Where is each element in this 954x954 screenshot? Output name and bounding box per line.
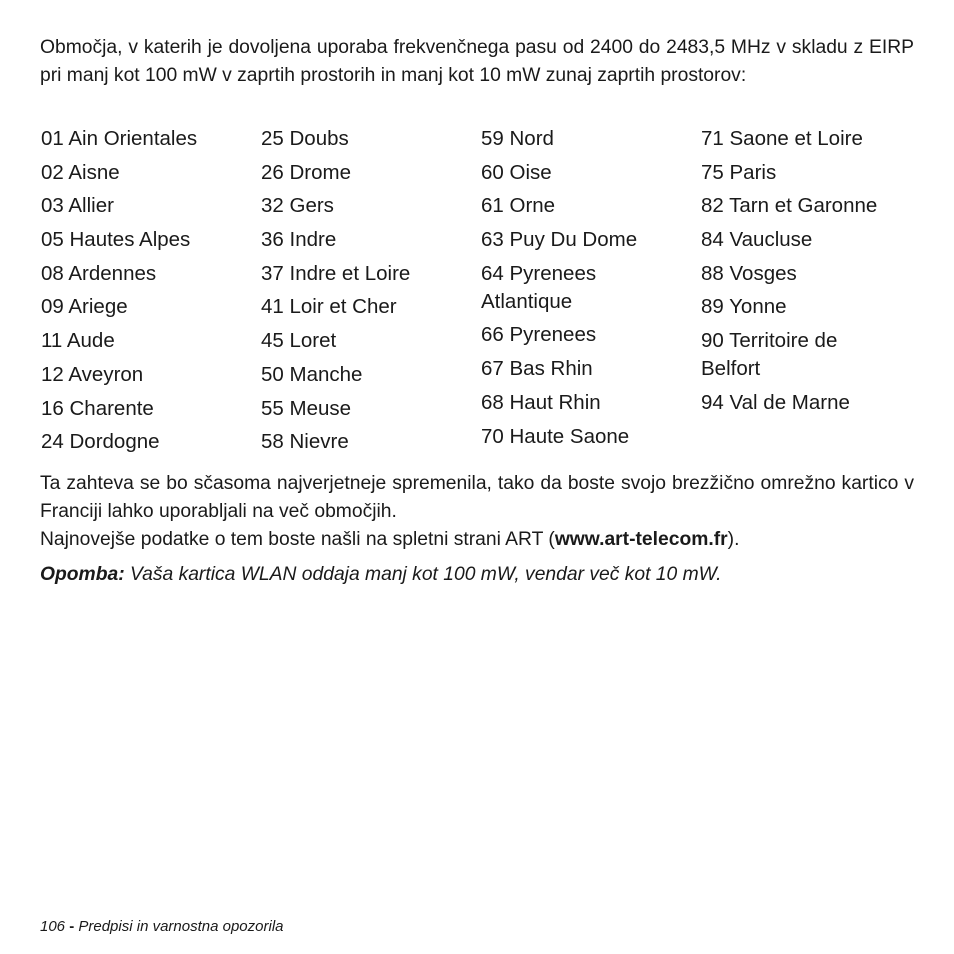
region-item: 32 Gers xyxy=(261,194,334,218)
region-item: 01 Ain Orientales xyxy=(41,127,198,150)
region-list xyxy=(41,125,921,462)
region-item: 89 Yonne xyxy=(701,295,787,319)
region-item: 88 Vosges xyxy=(701,261,797,285)
region-item: 68 Haut Rhin xyxy=(481,390,601,414)
region-item: 66 Pyrenees xyxy=(481,323,597,347)
region-item: 05 Hautes Alpes xyxy=(41,228,191,252)
note-text: Vaša kartica WLAN oddaja manj kot 100 mW, vendar več kot 10 mW. xyxy=(124,564,722,585)
page-footer xyxy=(40,917,284,937)
region-item: 24 Dordogne xyxy=(41,430,160,454)
region-item: 09 Ariege xyxy=(41,295,128,319)
region-column-3 xyxy=(481,125,701,462)
region-item: 12 Aveyron xyxy=(41,362,144,386)
region-item: 08 Ardennes xyxy=(41,261,157,285)
region-item: 82 Tarn et Garonne xyxy=(701,194,878,218)
region-item: 25 Doubs xyxy=(261,127,349,150)
intro-paragraph: Območja, v katerih je dovoljena uporaba frekvenčnega pasu od 2400 do 2483,5 MHz v skladu z EIRP pri manj kot 100 mW v zaprtih prostorih in manj kot 10 mW zunaj zaprtih prostorov: xyxy=(40,37,914,86)
footer-section-title: Predpisi in varnostna opozorila xyxy=(78,918,284,935)
region-item: 59 Nord xyxy=(481,127,554,150)
region-item: 16 Charente xyxy=(41,396,154,420)
region-item: 71 Saone et Loire xyxy=(701,127,863,150)
region-item: 67 Bas Rhin xyxy=(481,357,593,381)
region-item: 94 Val de Marne xyxy=(701,390,850,414)
region-item: 55 Meuse xyxy=(261,396,352,420)
art-telecom-link[interactable]: www.art-telecom.fr xyxy=(554,529,728,550)
note-label: Opomba: xyxy=(40,564,125,585)
region-item: 84 Vaucluse xyxy=(701,228,813,252)
region-column-1 xyxy=(41,125,261,462)
newest-prefix: Najnovejše podatke o tem boste našli na spletni strani ART ( xyxy=(40,529,555,550)
region-column-4 xyxy=(701,125,921,462)
page-number: 106 xyxy=(40,918,66,935)
region-item: 60 Oise xyxy=(481,160,552,184)
region-item: 90 Territoire de Belfort xyxy=(701,329,838,381)
region-item: 58 Nievre xyxy=(261,430,349,454)
region-item: 03 Allier xyxy=(41,194,114,218)
region-item: 50 Manche xyxy=(261,362,363,386)
region-column-2 xyxy=(261,125,481,462)
region-item: 70 Haute Saone xyxy=(481,424,630,448)
newest-info-paragraph xyxy=(40,526,739,554)
region-item: 36 Indre xyxy=(261,228,337,252)
region-item: 75 Paris xyxy=(701,160,777,184)
region-item: 63 Puy Du Dome xyxy=(481,228,638,252)
region-item: 37 Indre et Loire xyxy=(261,261,411,285)
newest-suffix: ). xyxy=(727,529,740,550)
region-item: 26 Drome xyxy=(261,160,352,184)
region-item: 64 Pyrenees Atlantique xyxy=(481,261,597,313)
region-item: 45 Loret xyxy=(261,329,337,353)
footer-dash: - xyxy=(65,918,79,935)
region-item: 41 Loir et Cher xyxy=(261,295,397,319)
note-paragraph xyxy=(40,561,722,589)
region-item: 02 Aisne xyxy=(41,160,120,184)
region-item: 11 Aude xyxy=(41,329,115,353)
region-item: 61 Orne xyxy=(481,194,556,218)
requirement-paragraph: Ta zahteva se bo sčasoma najverjetneje spremenila, tako da boste svojo brezžično omrežno kartico v Franciji lahko uporabljali na več območjih. xyxy=(40,473,914,522)
